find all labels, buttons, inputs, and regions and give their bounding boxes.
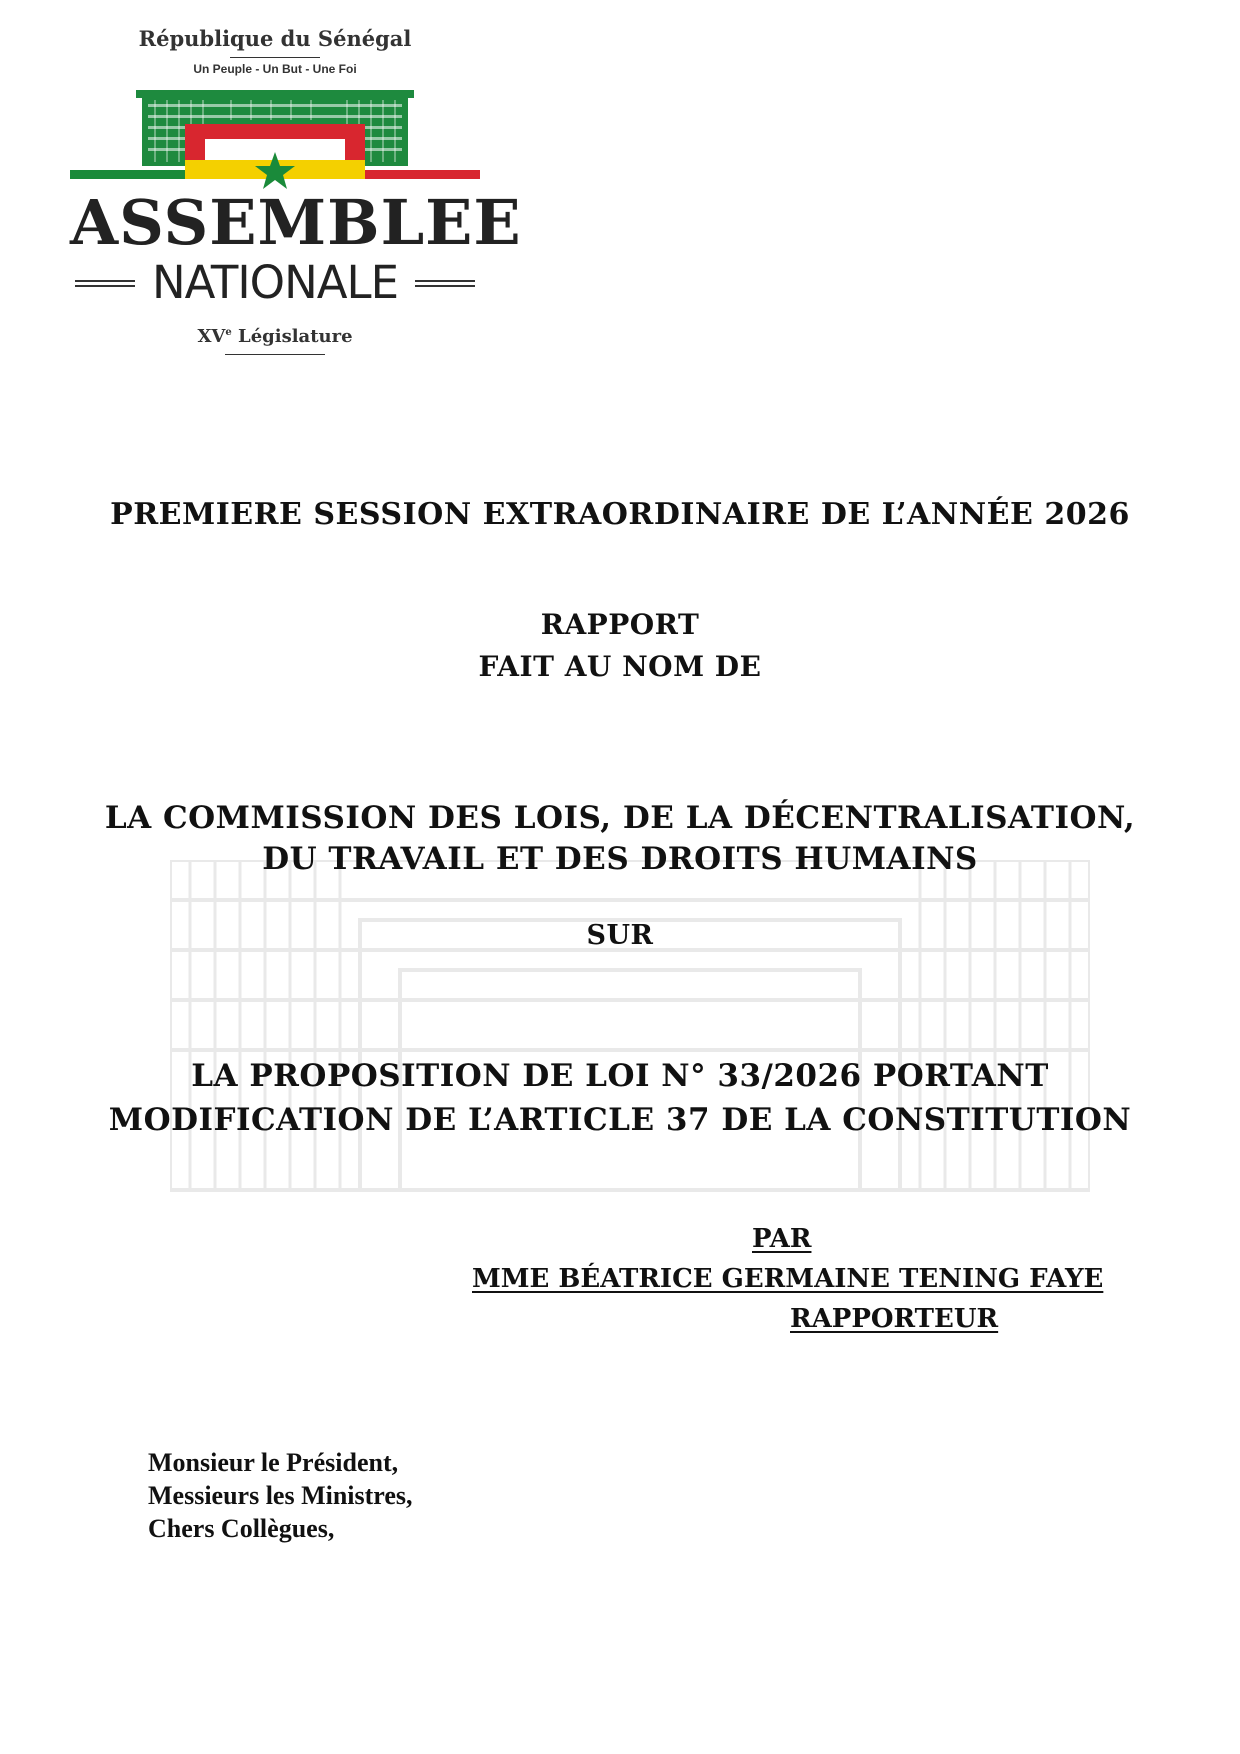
- commission-title-line2: DU TRAVAIL ET DES DROITS HUMAINS: [262, 841, 978, 877]
- legislature-ordinal: e: [225, 327, 232, 338]
- logo-right-double-rule: [415, 280, 475, 287]
- commission-title-line1: LA COMMISSION DES LOIS, DE LA DÉCENTRALISATION,: [104, 800, 1136, 836]
- logo-motto-text: Un Peuple - Un But - Une Foi: [193, 62, 357, 76]
- logo-left-double-rule: [75, 280, 135, 287]
- proposition-title-line2: MODIFICATION DE L’ARTICLE 37 DE LA CONSTITUTION: [108, 1102, 1132, 1138]
- salutation-block: [148, 1446, 413, 1545]
- salutation-line: Chers Collègues,: [148, 1514, 335, 1543]
- logo-nationale-row: [70, 256, 480, 310]
- rapport-label: RAPPORT: [540, 608, 700, 641]
- proposition-title-line1: LA PROPOSITION DE LOI N° 33/2026 PORTANT: [191, 1058, 1049, 1094]
- logo-legislature-underline: [225, 354, 325, 355]
- fait-au-nom-de-label: FAIT AU NOM DE: [478, 650, 762, 683]
- logo-motto-divider: [230, 57, 320, 58]
- session-title: PREMIERE SESSION EXTRAORDINAIRE DE L’ANNÉE 2026: [110, 497, 1130, 532]
- logo-legislature: [70, 326, 480, 347]
- logo-nationale-text: NATIONALE: [151, 256, 399, 309]
- rapporteur-role: RAPPORTEUR: [790, 1304, 999, 1334]
- salutation-line: Messieurs les Ministres,: [148, 1481, 413, 1510]
- legislature-word: Législature: [238, 326, 353, 347]
- logo-republic-text: République du Sénégal: [138, 26, 412, 51]
- legislature-number: XV: [197, 326, 226, 347]
- building-watermark-image: [170, 860, 1090, 1200]
- sur-label: SUR: [586, 920, 654, 951]
- assemblee-nationale-logo: [70, 22, 522, 367]
- par-label: PAR: [752, 1224, 812, 1254]
- salutation-line: Monsieur le Président,: [148, 1448, 399, 1477]
- logo-assemblee-text: ASSEMBLEE: [70, 186, 522, 259]
- parliament-building-icon: [70, 84, 480, 194]
- rapporteur-name: MME BÉATRICE GERMAINE TENING FAYE: [472, 1264, 1104, 1294]
